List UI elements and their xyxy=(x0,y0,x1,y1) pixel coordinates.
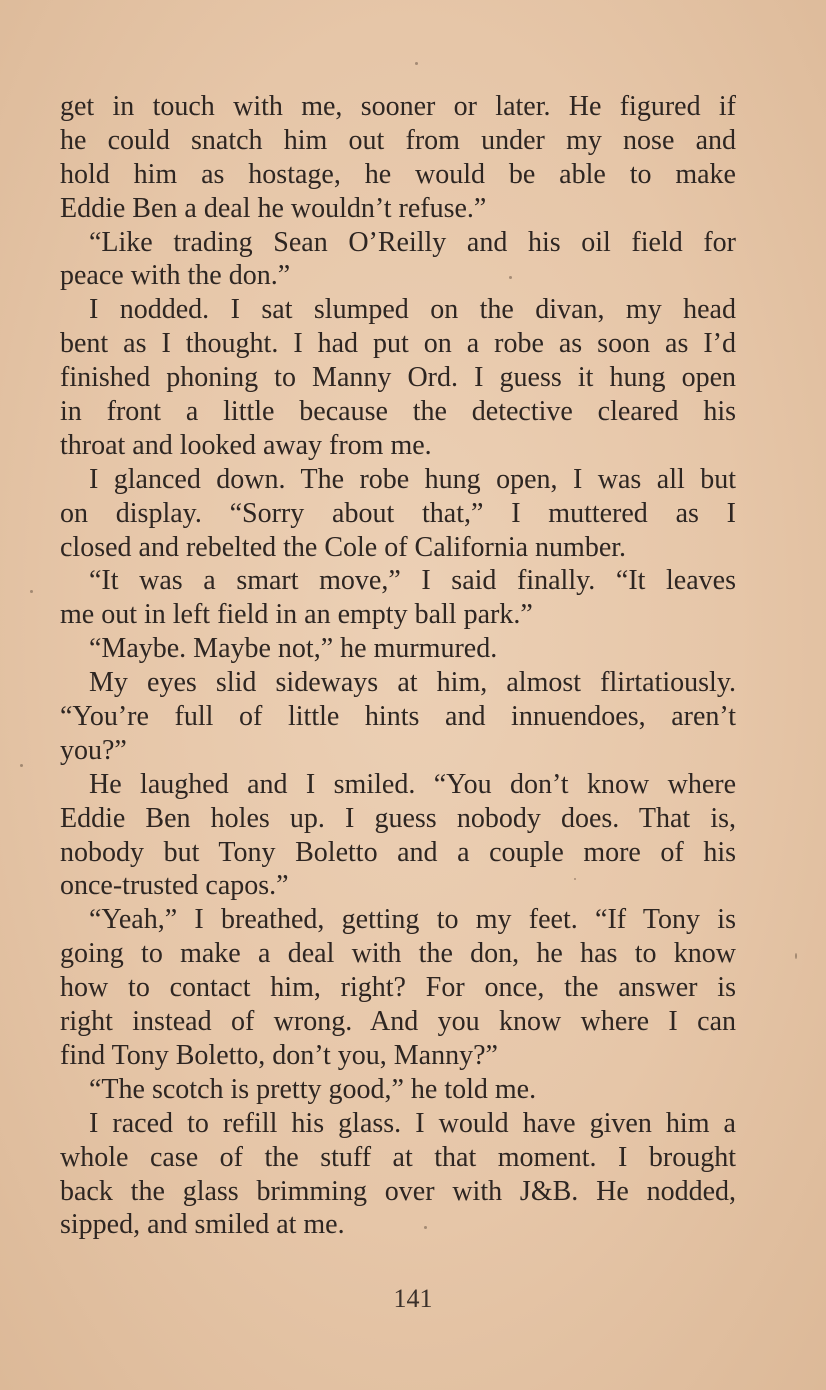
text-line: hold him as hostage, he would be able to make xyxy=(60,158,736,190)
text-line: I nodded. I sat slumped on the divan, my head xyxy=(89,294,736,326)
text-line: “The scotch is pretty good,” he told me. xyxy=(89,1073,537,1105)
text-line: “Maybe. Maybe not,” he murmured. xyxy=(89,633,498,665)
text-line: “You’re full of little hints and innuendoes, aren’t xyxy=(60,701,736,733)
paper-speck xyxy=(20,764,23,767)
text-line: My eyes slid sideways at him, almost flirtatiously. xyxy=(89,667,736,699)
text-line: bent as I thought. I had put on a robe as soon as I’d xyxy=(60,328,736,360)
paper-speck xyxy=(415,62,418,65)
text-line: “Like trading Sean O’Reilly and his oil field for xyxy=(89,226,736,258)
text-line: closed and rebelted the Cole of California number. xyxy=(60,531,627,563)
text-line: get in touch with me, sooner or later. He figured if xyxy=(60,91,736,122)
text-line: sipped, and smiled at me. xyxy=(60,1209,345,1241)
text-line: throat and looked away from me. xyxy=(60,429,432,461)
text-line: right instead of wrong. And you know where I can xyxy=(60,1006,736,1038)
text-line: I glanced down. The robe hung open, I was all but xyxy=(89,463,736,495)
text-line: how to contact him, right? For once, the answer is xyxy=(60,972,736,1004)
text-line: “It was a smart move,” I said finally. “It leaves xyxy=(89,565,736,597)
text-line: in front a little because the detective cleared his xyxy=(60,396,736,428)
text-line: on display. “Sorry about that,” I muttered as I xyxy=(60,497,736,529)
text-line: “Yeah,” I breathed, getting to my feet. “If Tony is xyxy=(89,904,736,936)
text-line: going to make a deal with the don, he has to know xyxy=(60,938,736,970)
text-line: you?” xyxy=(60,734,127,766)
text-line: Eddie Ben a deal he wouldn’t refuse.” xyxy=(60,192,487,224)
text-line: finished phoning to Manny Ord. I guess it hung open xyxy=(60,362,736,394)
text-line: peace with the don.” xyxy=(60,260,291,292)
text-line: find Tony Boletto, don’t you, Manny?” xyxy=(60,1039,498,1071)
text-line: I raced to refill his glass. I would have given him a xyxy=(89,1107,736,1139)
page-number: 141 xyxy=(393,1284,433,1313)
text-line: He laughed and I smiled. “You don’t know where xyxy=(89,768,736,800)
text-line: once-trusted capos.” xyxy=(60,870,289,902)
text-line: back the glass brimming over with J&B. He nodded, xyxy=(60,1175,736,1207)
text-line: he could snatch him out from under my nose and xyxy=(60,124,736,156)
paper-speck xyxy=(795,953,797,959)
body-text xyxy=(60,90,736,1242)
text-line: whole case of the stuff at that moment. I brought xyxy=(60,1141,736,1173)
text-line: nobody but Tony Boletto and a couple more of his xyxy=(60,836,736,868)
text-line: Eddie Ben holes up. I guess nobody does. That is, xyxy=(60,802,736,834)
text-line: me out in left field in an empty ball park.” xyxy=(60,599,533,631)
paper-speck xyxy=(30,590,33,593)
